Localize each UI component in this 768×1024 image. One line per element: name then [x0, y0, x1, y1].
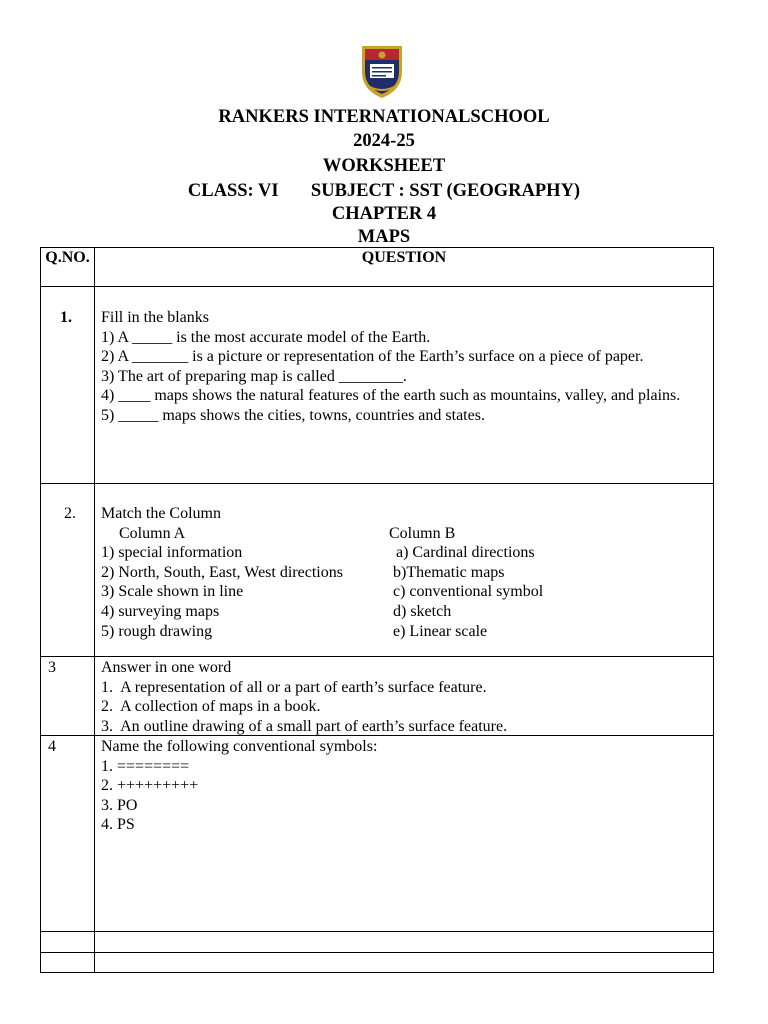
document-type: WORKSHEET [322, 156, 446, 176]
question-title: Name the following conventional symbols: [101, 738, 378, 755]
session-year: 2024-25 [353, 131, 415, 151]
match-right-item: d) sketch [393, 603, 452, 620]
row-divider [40, 286, 714, 287]
question-line: 3) The art of preparing map is called ________. [101, 367, 407, 385]
column-b-header: Column B [389, 525, 456, 542]
question-line: 2) A _______ is a picture or representation of the Earth’s surface on a piece of paper. [101, 348, 644, 366]
match-right-item: e) Linear scale [393, 623, 488, 640]
question-line: 2. A collection of maps in a book. [101, 698, 321, 716]
chapter-topic: MAPS [357, 227, 411, 247]
question-1 [101, 308, 707, 426]
school-crest-icon [356, 42, 408, 100]
qno-column-header: Q.NO. [45, 249, 90, 266]
question-line: 1. A representation of all or a part of earth’s surface feature. [101, 678, 487, 696]
match-right-item: c) conventional symbol [393, 583, 544, 600]
match-right-item: a) Cardinal directions [396, 544, 535, 561]
question-line: 5) _____ maps shows the cities, towns, countries and states. [101, 406, 485, 424]
question-title: Answer in one word [101, 659, 232, 676]
question-4 [101, 737, 707, 835]
match-left-item: 4) surveying maps [101, 603, 220, 620]
question-line: 3. An outline drawing of a small part of earth’s surface feature. [101, 717, 508, 735]
question-3 [101, 658, 707, 736]
chapter-number: CHAPTER 4 [331, 204, 437, 224]
question-line: 1) A _____ is the most accurate model of the Earth. [101, 328, 431, 346]
class-subject: CLASS: VI SUBJECT : SST (GEOGRAPHY) [187, 181, 581, 201]
question-line: 3. PO [101, 796, 138, 814]
row-divider [40, 952, 714, 953]
question-number: 3 [48, 659, 56, 676]
column-a-header: Column A [119, 525, 186, 542]
question-column-header: QUESTION [361, 249, 447, 266]
match-left-item: 2) North, South, East, West directions [101, 564, 343, 581]
question-number: 1. [60, 309, 72, 326]
question-line: 4. PS [101, 816, 135, 834]
question-title: Match the Column [101, 505, 221, 522]
question-title: Fill in the blanks [101, 309, 209, 326]
question-line: 1. ======== [101, 757, 190, 775]
match-left-item: 1) special information [101, 544, 243, 561]
question-line: 2. +++++++++ [101, 777, 199, 795]
question-number: 2. [64, 505, 76, 522]
match-left-item: 5) rough drawing [101, 623, 213, 640]
match-left-item: 3) Scale shown in line [101, 583, 244, 600]
school-name: RANKERS INTERNATIONALSCHOOL [218, 107, 550, 127]
row-divider [40, 656, 714, 657]
question-line: 4) ____ maps shows the natural features of the earth such as mountains, valley, and plains. [101, 387, 681, 405]
question-number: 4 [48, 738, 56, 755]
match-right-item: b)Thematic maps [393, 564, 505, 581]
row-divider [40, 931, 714, 932]
row-divider [40, 483, 714, 484]
column-divider [94, 247, 95, 973]
